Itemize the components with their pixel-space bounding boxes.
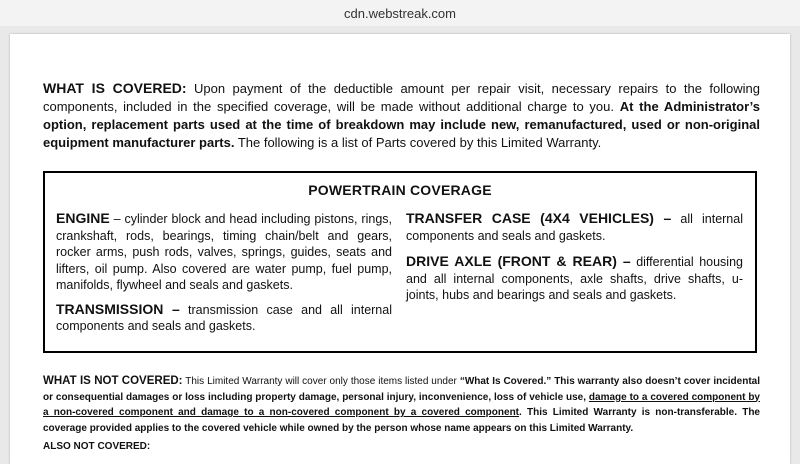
- coverage-column-left: [56, 210, 392, 335]
- not-covered-quote: “What Is Covered.”: [459, 376, 552, 387]
- not-covered-heading: WHAT IS NOT COVERED:: [43, 375, 183, 387]
- engine-section: [56, 210, 392, 294]
- what-is-covered-paragraph: [43, 79, 760, 152]
- covered-text-end: The following is a list of Parts covered by this Limited Warranty.: [234, 135, 602, 150]
- covered-text: Upon payment of the deductible amount per repair visit, necessary repairs to the following components, included in the specified coverage, will be made without additional charge to you.: [43, 81, 760, 114]
- drive-axle-heading: DRIVE AXLE (FRONT & REAR) –: [406, 253, 631, 269]
- powertrain-title: POWERTRAIN COVERAGE: [308, 182, 492, 198]
- not-covered-text-3: . This Limited Warranty is non-transferable. The coverage provided applies to the covered vehicle while owned by the person whose name appears on this Limited Warranty.: [43, 407, 760, 434]
- address-bar[interactable]: [0, 0, 800, 26]
- coverage-column-right: [406, 210, 743, 304]
- powertrain-coverage-box: [43, 171, 757, 353]
- covered-heading: WHAT IS COVERED:: [43, 80, 187, 96]
- not-covered-text-2: This warranty also doesn’t cover incidental or consequential damages or loss including property damage, personal injury, inconvenience, loss of vehicle use,: [43, 376, 760, 403]
- transfer-case-section: [406, 210, 743, 244]
- covered-bold-text: At the Administrator’s option, replacement parts used at the time of breakdown may include new, remanufactured, used or non-original equipment manufacturer parts.: [43, 99, 761, 150]
- also-not-covered-heading: ALSO NOT COVERED:: [43, 441, 151, 452]
- engine-text: – cylinder block and head including pistons, rings, crankshaft, rods, bearings, timing chain/belt and gears, rocker arms, push rods, valves, springs, guides, seats and lifters, oil pump. Also covered are water pump, fuel pump, manifolds, flywheel and seals and gaskets.: [56, 212, 392, 292]
- what-is-not-covered-paragraph: [43, 374, 760, 436]
- not-covered-underlined: damage to a covered component by a non-covered component and damage to a non-covered component by a covered component: [43, 391, 760, 418]
- transfer-case-heading: TRANSFER CASE (4X4 VEHICLES) –: [406, 210, 672, 226]
- drive-axle-section: [406, 253, 743, 304]
- transmission-heading: TRANSMISSION –: [56, 300, 180, 317]
- not-covered-text-1: This Limited Warranty will cover only those items listed under: [182, 376, 460, 387]
- transmission-section: [56, 301, 392, 335]
- engine-heading: ENGINE: [56, 210, 110, 226]
- drive-axle-text: differential housing and all internal components, axle shafts, drive shafts, u-joints, hubs and bearings and seals and gaskets.: [406, 255, 743, 302]
- document-page: [10, 34, 790, 464]
- transfer-case-text: all internal components and seals and gaskets.: [406, 212, 743, 243]
- transmission-text: transmission case and all internal components and seals and gaskets.: [56, 302, 392, 333]
- url-text: cdn.webstreak.com: [344, 5, 456, 21]
